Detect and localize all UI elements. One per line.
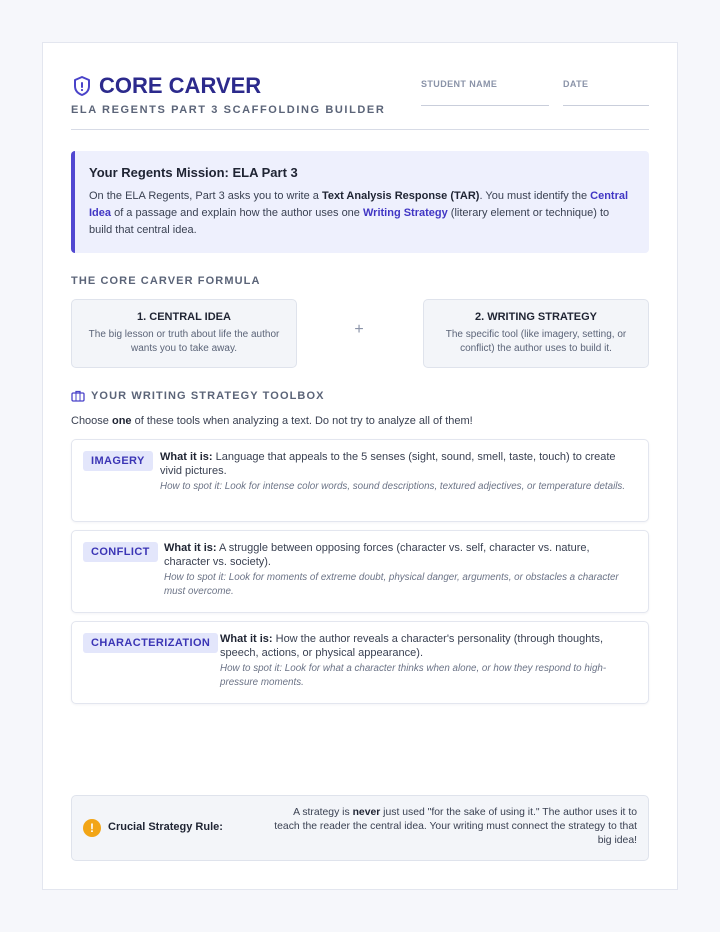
shield-icon	[71, 75, 93, 97]
date-field[interactable]	[563, 79, 649, 106]
plus-icon: +	[354, 321, 364, 338]
tool-card-characterization	[71, 621, 649, 704]
student-name-line[interactable]	[421, 105, 549, 106]
writing-strategy-term: Writing Strategy	[362, 207, 448, 219]
definition-text: Language that appeals to the 5 senses (sight, sound, smell, taste, touch) to create vivid pictures.	[160, 451, 616, 477]
central-idea-card	[71, 299, 297, 368]
tool-text	[164, 541, 634, 599]
rule-emphasis: never	[352, 807, 381, 818]
instruction-text: of these tools when analyzing a text. Do not try to analyze all of them!	[131, 415, 473, 427]
mission-text: On the ELA Regents, Part 3 asks you to write a	[89, 190, 322, 202]
what-label: What it is:	[164, 542, 217, 554]
mission-title: Your Regents Mission: ELA Part 3	[89, 165, 298, 180]
rule-text	[265, 806, 637, 848]
rule-text-part: A strategy is	[293, 807, 353, 818]
toolbox-heading: YOUR WRITING STRATEGY TOOLBOX	[91, 390, 325, 402]
worksheet-page	[42, 42, 678, 890]
page-title: CORE CARVER	[99, 73, 262, 98]
date-line[interactable]	[563, 105, 649, 106]
instruction-emphasis: one	[111, 415, 132, 427]
brand	[71, 73, 385, 116]
mission-text: of a passage and explain how the author uses one	[111, 207, 363, 219]
definition-text: How the author reveals a character's personality (through thoughts, speech, actions, or physical appearance).	[220, 633, 604, 659]
writing-strategy-card-desc: The specific tool (like imagery, setting, or conflict) the author uses to build it.	[445, 329, 627, 354]
strategy-rule-callout	[71, 795, 649, 861]
toolbox-instructions	[71, 415, 473, 427]
tool-card-imagery	[71, 439, 649, 522]
rule-label: Crucial Strategy Rule:	[108, 821, 223, 833]
definition-text: A struggle between opposing forces (character vs. self, character vs. nature, character vs. society).	[164, 542, 590, 568]
instruction-text: Choose	[71, 415, 112, 427]
student-name-label: STUDENT NAME	[421, 79, 498, 89]
header	[71, 73, 649, 129]
central-idea-card-title: 1. CENTRAL IDEA	[137, 311, 231, 323]
toolbox-heading-row	[71, 390, 325, 402]
tool-spot-tip: How to spot it: Look for moments of extreme doubt, physical danger, arguments, or obstacles a character must overcome.	[164, 572, 619, 597]
tool-badge: CHARACTERIZATION	[83, 633, 218, 653]
rule-text-part: just used "for the sake of using it." The author uses it to teach the reader the central idea. Your writing must connect the strategy to that big idea!	[274, 807, 637, 846]
tool-definition	[220, 632, 634, 660]
tool-definition	[164, 541, 634, 569]
tool-card-conflict	[71, 530, 649, 613]
tool-badge: CONFLICT	[83, 542, 158, 562]
central-idea-card-desc: The big lesson or truth about life the author wants you to take away.	[88, 329, 280, 354]
writing-strategy-card	[423, 299, 649, 368]
writing-strategy-card-title: 2. WRITING STRATEGY	[474, 311, 598, 323]
what-label: What it is:	[220, 633, 273, 645]
tool-text	[160, 450, 634, 494]
mission-body	[89, 188, 635, 239]
mission-callout	[71, 151, 649, 253]
briefcase-icon	[71, 390, 85, 402]
date-label: DATE	[563, 79, 589, 89]
header-divider	[71, 129, 649, 130]
student-name-field[interactable]	[421, 79, 549, 106]
mission-text: . You must identify the	[479, 190, 591, 202]
tool-badge: IMAGERY	[83, 451, 153, 471]
tool-spot-tip: How to spot it: Look for what a character thinks when alone, or how they respond to high-pressure moments.	[220, 663, 607, 688]
tar-term: Text Analysis Response (TAR)	[321, 190, 480, 202]
tool-text	[220, 632, 634, 690]
central-idea-term: Central Idea	[89, 190, 629, 219]
formula-heading: THE CORE CARVER FORMULA	[71, 275, 261, 287]
warning-icon: !	[83, 819, 101, 837]
mission-text: (literary element or technique) to build that central idea.	[89, 207, 610, 236]
page-subtitle: ELA REGENTS PART 3 SCAFFOLDING BUILDER	[71, 104, 386, 116]
what-label: What it is:	[160, 451, 213, 463]
tool-definition	[160, 450, 634, 478]
tool-spot-tip: How to spot it: Look for intense color words, sound descriptions, textured adjectives, or temperature details.	[160, 481, 626, 492]
